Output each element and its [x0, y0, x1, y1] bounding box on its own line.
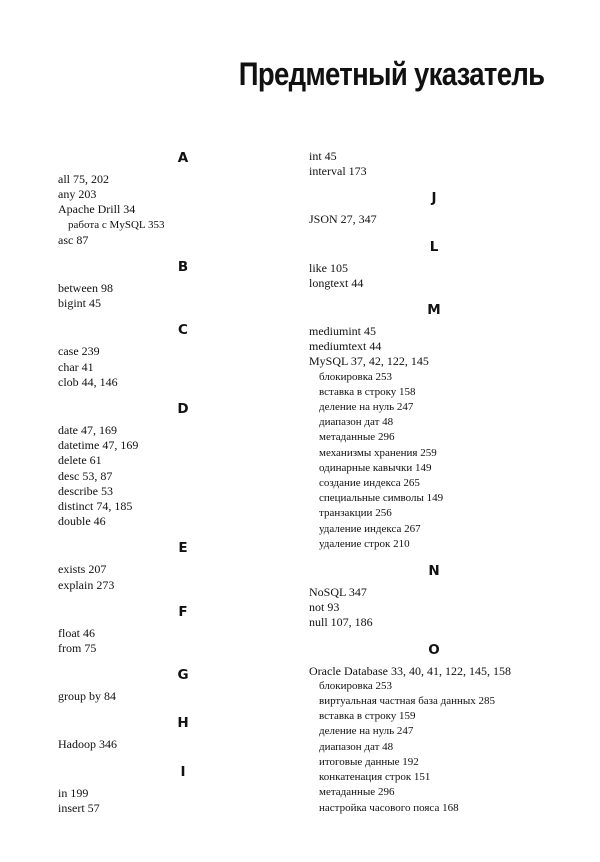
index-subentry: деление на нуль 247 — [319, 401, 414, 414]
index-entry: interval 173 — [309, 164, 367, 179]
index-entry: Hadoop 346 — [58, 737, 117, 752]
index-entry: datetime 47, 169 — [58, 438, 139, 453]
index-subentry: диапазон дат 48 — [319, 416, 394, 429]
index-subentry: специальные символы 149 — [319, 492, 444, 505]
index-entry: all 75, 202 — [58, 172, 109, 186]
index-letter-heading: I — [180, 763, 186, 780]
index-subentry: транзакции 256 — [319, 507, 392, 520]
index-entry: null 107, 186 — [309, 615, 373, 630]
index-subentry: вставка в строку 158 — [319, 385, 416, 398]
index-entry: explain 273 — [58, 577, 115, 592]
index-subentry: метаданные 296 — [319, 431, 395, 444]
index-entry: distinct 74, 185 — [58, 499, 133, 514]
index-letter-heading: D — [177, 401, 189, 418]
index-letter-heading: J — [431, 190, 437, 207]
index-entry: from 75 — [58, 641, 97, 656]
index-entry: mediumtext 44 — [309, 339, 382, 354]
index-letter-heading: O — [428, 641, 440, 658]
index-subentry: вставка в строку 159 — [319, 710, 416, 723]
index-entry: insert 57 — [58, 800, 100, 815]
index-column-left — [58, 150, 308, 816]
index-entry: case 239 — [58, 344, 100, 359]
index-entry: desc 53, 87 — [58, 468, 113, 483]
index-entry: int 45 — [309, 149, 337, 163]
index-entry: not 93 — [309, 600, 340, 615]
index-entry: JSON 27, 347 — [309, 212, 377, 227]
index-entry: delete 61 — [58, 453, 102, 468]
index-letter-heading: F — [178, 603, 188, 620]
index-entry: char 41 — [58, 359, 94, 374]
index-letter-heading: M — [427, 302, 441, 319]
index-entry: Apache Drill 34 — [58, 202, 136, 217]
index-letter-heading: L — [429, 238, 439, 255]
index-letter-heading: C — [178, 322, 188, 339]
index-letter-heading: A — [177, 150, 189, 166]
index-subentry: работа с MySQL 353 — [68, 218, 165, 231]
index-subentry: одинарные кавычки 149 — [319, 461, 432, 474]
index-column-right — [309, 149, 559, 816]
index-letter-heading: H — [177, 715, 189, 732]
index-entry: float 46 — [58, 625, 95, 640]
index-subentry: настройка часового пояса 168 — [319, 801, 459, 814]
index-entry: clob 44, 146 — [58, 374, 118, 389]
index-entry: double 46 — [58, 514, 106, 529]
index-subentry: механизмы хранения 259 — [319, 446, 437, 459]
index-subentry: виртуальная частная база данных 285 — [319, 695, 496, 708]
index-entry: any 203 — [58, 187, 97, 202]
page-title: Предметный указатель — [238, 56, 544, 92]
index-letter-heading: N — [428, 563, 440, 580]
index-subentry: деление на нуль 247 — [319, 725, 414, 738]
index-letter-heading: G — [177, 667, 189, 684]
index-letter-heading: E — [178, 540, 188, 557]
index-subentry: создание индекса 265 — [319, 477, 420, 490]
index-entry: longtext 44 — [309, 275, 364, 290]
index-letter-heading: B — [177, 259, 189, 276]
index-subentry: удаление индекса 267 — [319, 522, 421, 535]
index-subentry: конкатенация строк 151 — [319, 771, 431, 784]
index-entry: in 199 — [58, 785, 89, 800]
index-entry: group by 84 — [58, 689, 116, 704]
index-entry: MySQL 37, 42, 122, 145 — [309, 354, 429, 369]
index-entry: describe 53 — [58, 483, 113, 498]
index-entry: mediumint 45 — [309, 324, 376, 339]
index-subentry: блокировка 253 — [319, 370, 393, 383]
index-subentry: диапазон дат 48 — [319, 740, 394, 753]
index-entry: date 47, 169 — [58, 423, 117, 438]
index-entry: asc 87 — [58, 232, 89, 247]
index-entry: exists 207 — [58, 562, 107, 577]
index-subentry: метаданные 296 — [319, 786, 395, 799]
index-entry: bigint 45 — [58, 296, 102, 311]
index-subentry: блокировка 253 — [319, 679, 393, 692]
index-entry: Oracle Database 33, 40, 41, 122, 145, 158 — [309, 663, 511, 678]
index-subentry: удаление строк 210 — [319, 537, 410, 550]
index-subentry: итоговые данные 192 — [319, 755, 419, 768]
index-entry: like 105 — [309, 260, 348, 275]
index-entry: NoSQL 347 — [309, 585, 367, 600]
index-entry: between 98 — [58, 281, 113, 296]
